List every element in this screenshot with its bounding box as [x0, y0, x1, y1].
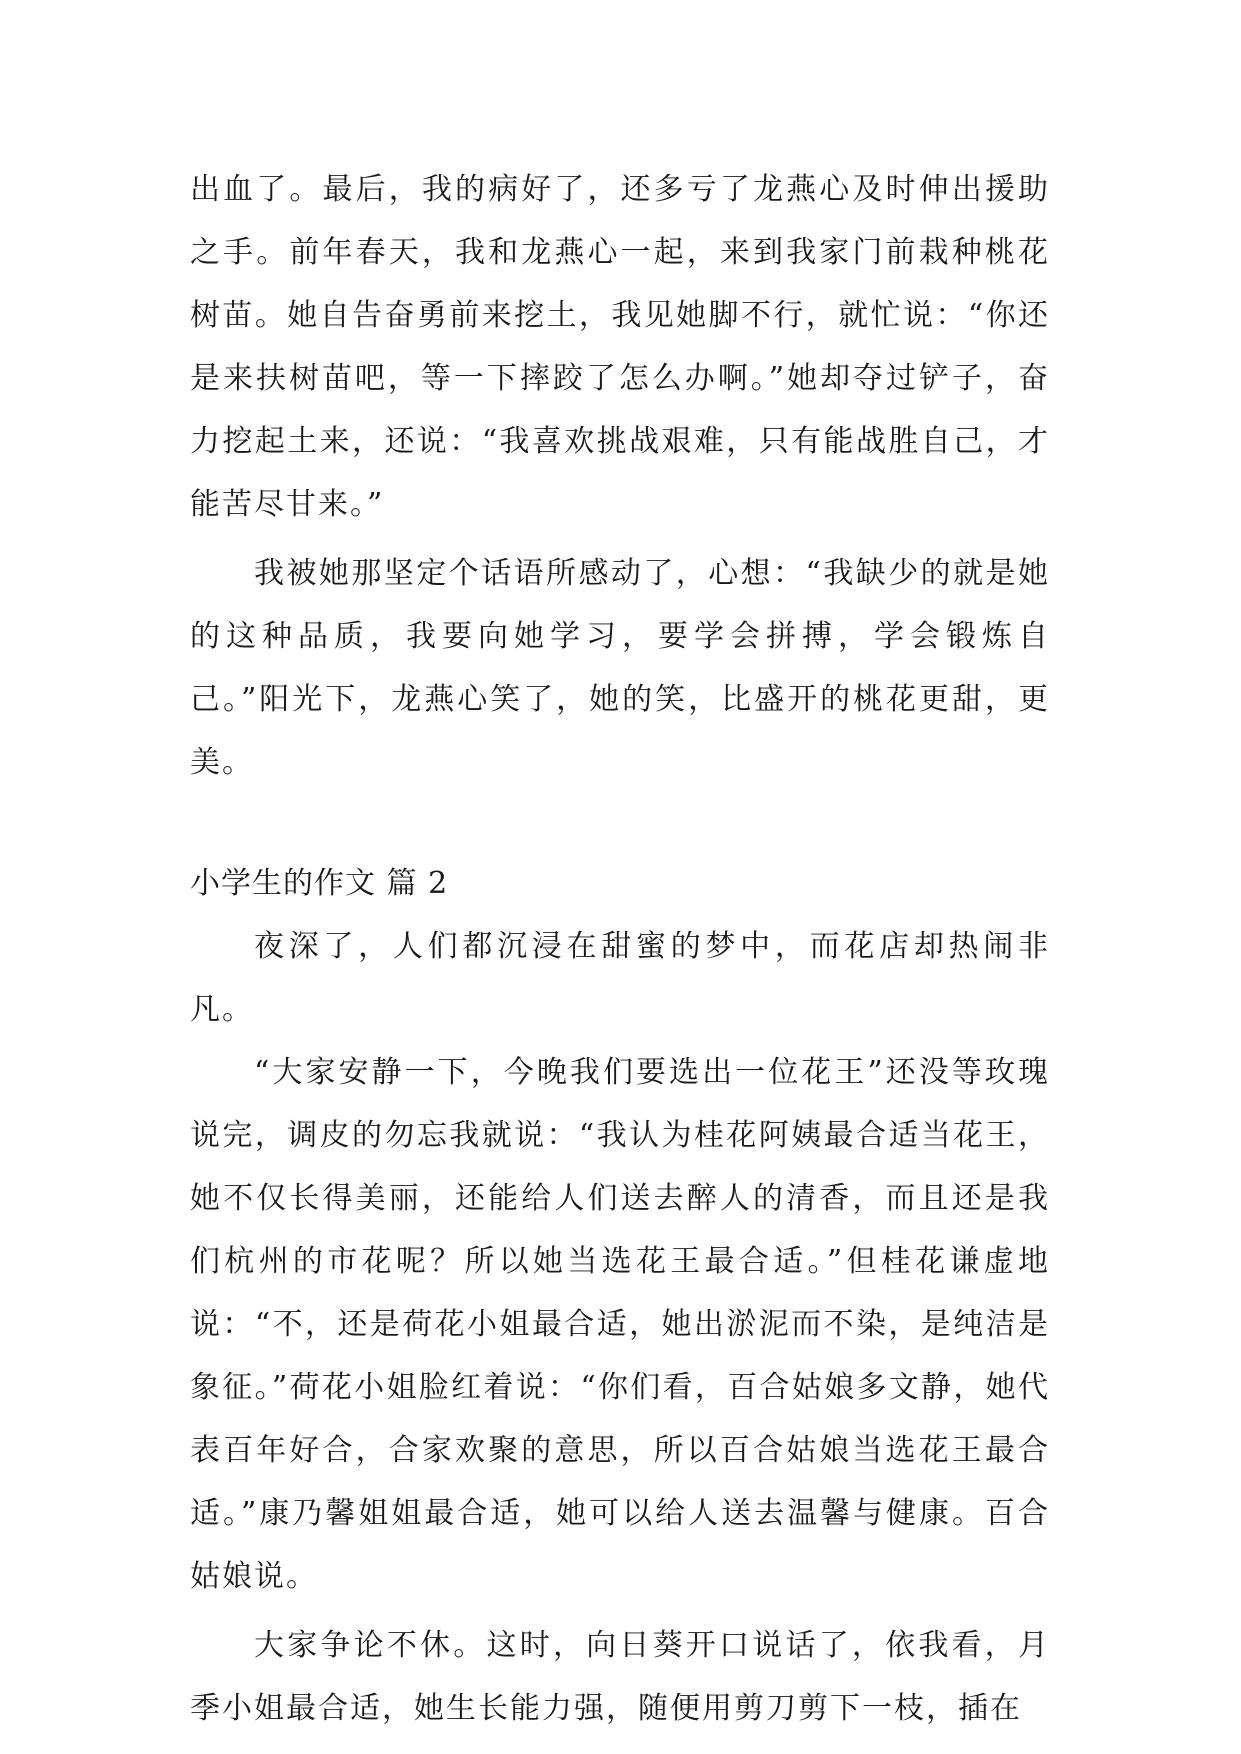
paragraph-3: 夜深了，人们都沉浸在甜蜜的梦中，而花店却热闹非凡。 [190, 929, 1050, 1027]
document-body [190, 158, 1050, 1740]
paragraph-4: “大家安静一下，今晚我们要选出一位花王”还没等玫瑰说完，调皮的勿忘我就说：“我认为桂花阿姨最合适当花王，她不仅长得美丽，还能给人们送去醉人的清香，而且还是我们杭州的市花呢？所以她当选花王最合适。”但桂花谦虚地说：“不，还是荷花小姐最合适，她出淤泥而不染，是纯洁是象征。”荷花小姐脸红着说：“你们看，百合姑娘多文静，她代表百年好合，合家欢聚的意思，所以百合姑娘当选花王最合适。”康乃馨姐姐最合适，她可以给人送去温馨与健康。百合姑娘说。 [190, 1055, 1050, 1594]
paragraph-1: 出血了。最后，我的病好了，还多亏了龙燕心及时伸出援助之手。前年春天，我和龙燕心一起，来到我家门前栽种桃花树苗。她自告奋勇前来挖土，我见她脚不行，就忙说：“你还是来扶树苗吧，等一下摔跤了怎么办啊。”她却夺过铲子，奋力挖起土来，还说：“我喜欢挑战艰难，只有能战胜自己，才能苦尽甘来。” [190, 172, 1050, 522]
paragraph-2: 我被她那坚定个话语所感动了，心想：“我缺少的就是她的这种品质，我要向她学习，要学会拼搏，学会锻炼自己。”阳光下，龙燕心笑了，她的笑，比盛开的桃花更甜，更美。 [190, 556, 1050, 780]
paragraph-5: 大家争论不休。这时，向日葵开口说话了，依我看，月季小姐最合适，她生长能力强，随便用剪刀剪下一枝，插在 [190, 1628, 1050, 1726]
section-title: 小学生的作文 篇 2 [190, 866, 449, 901]
